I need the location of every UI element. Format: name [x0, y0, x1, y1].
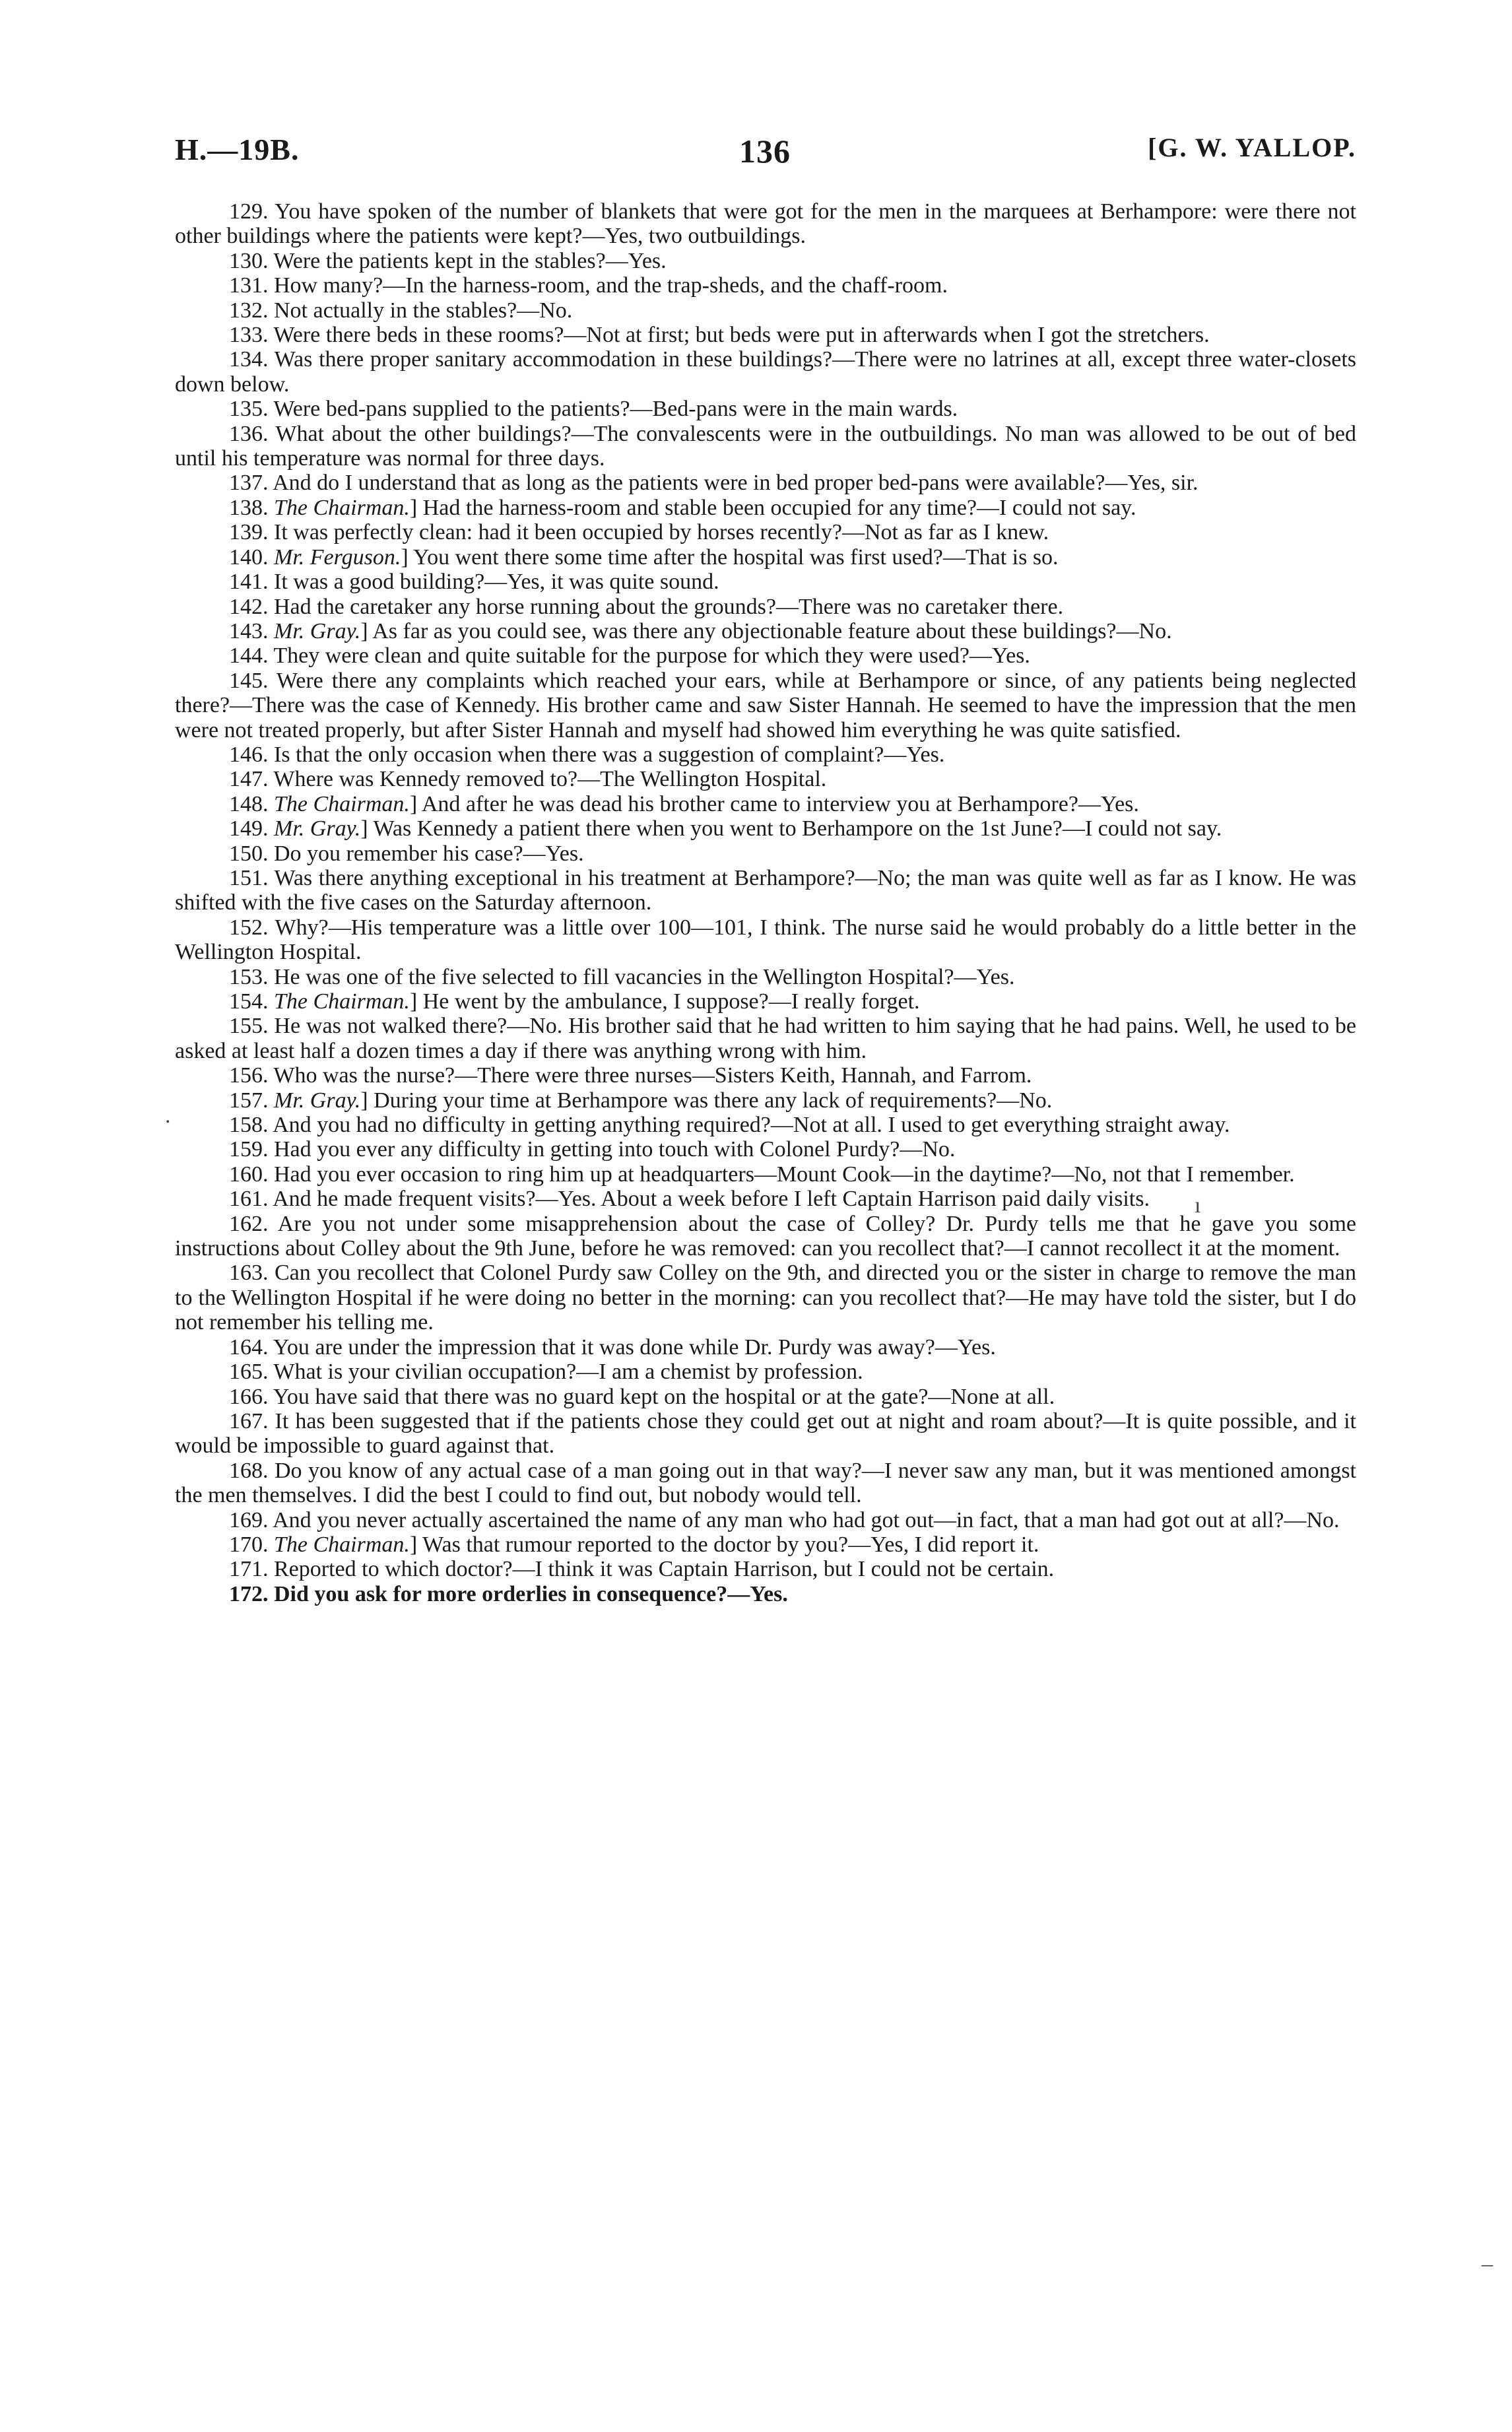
- testimony-text: ] Had the harness-room and stable been occupied for any time?—I could not say.: [409, 495, 1136, 520]
- testimony-text: 163. Can you recollect that Colonel Purdy saw Colley on the 9th, and directed you or the sister in charge to remove the man to the Wellington Hospital if he were doing no better in the morning: can you recollect that?—He may have told the sister, but I do not remember his telling me.: [175, 1261, 1356, 1335]
- testimony-text: 137. And do I understand that as long as the patients were in bed proper bed-pans were available?—Yes, sir.: [229, 471, 1199, 496]
- testimony-text: 144. They were clean and quite suitable for the purpose for which they were used?—Yes.: [229, 643, 1030, 669]
- testimony-text: 134. Was there proper sanitary accommodation in these buildings?—There were no latrines at all, except three water-closets down below.: [175, 347, 1356, 397]
- paper-reference: H.—19B.: [175, 133, 300, 166]
- testimony-text: 145. Were there any complaints which reached your ears, while at Berhampore or since, of any patients being neglected there?—There was the case of Kennedy. His brother came and saw Sister Hannah. He seemed to have the impression that the men were not treated properly, but after Sister Hannah and myself had showed him everything he was quite satisfied.: [175, 668, 1356, 742]
- testimony-text: 159. Had you ever any difficulty in getting into touch with Colonel Purdy?—No.: [229, 1137, 956, 1162]
- testimony-text: 153. He was one of the five selected to fill vacancies in the Wellington Hospital?—Yes.: [229, 964, 1015, 989]
- witness-name: [G. W. YALLOP.: [1148, 133, 1356, 162]
- testimony-text: 146. Is that the only occasion when there was a suggestion of complaint?—Yes.: [229, 742, 945, 767]
- testimony-paragraph: [175, 1532, 1356, 1557]
- testimony-text: ] You went there some time after the hospital was first used?—That is so.: [401, 544, 1059, 570]
- speaker-name: The Chairman.: [274, 1532, 410, 1557]
- testimony-text: 169. And you never actually ascertained the name of any man who had got out—in fact, that a man had got out at all?—No.: [229, 1507, 1340, 1532]
- testimony-paragraph: [175, 792, 1356, 816]
- testimony-text: 150. Do you remember his case?—Yes.: [229, 841, 584, 866]
- testimony-text: ] And after he was dead his brother came to interview you at Berhampore?—Yes.: [409, 791, 1139, 816]
- testimony-paragraph: [175, 1162, 1356, 1187]
- testimony-paragraph: [175, 643, 1356, 668]
- testimony-body: [175, 199, 1356, 1606]
- testimony-text: 139. It was perfectly clean: had it been occupied by horses recently?—Not as far as I knew.: [229, 520, 1049, 545]
- testimony-paragraph: [175, 965, 1356, 989]
- margin-mark: ı: [1195, 1193, 1201, 1218]
- testimony-paragraph: [175, 866, 1356, 915]
- testimony-paragraph: [175, 471, 1356, 495]
- speaker-name: Mr. Gray.: [274, 618, 361, 643]
- testimony-text: 136. What about the other buildings?—The convalescents were in the outbuildings. No man was allowed to be out of bed until his temperature was normal for three days.: [175, 421, 1356, 471]
- testimony-paragraph: [175, 669, 1356, 742]
- testimony-paragraph: [175, 273, 1356, 298]
- testimony-paragraph: [175, 989, 1356, 1014]
- testimony-paragraph: [175, 347, 1356, 397]
- testimony-text: 155. He was not walked there?—No. His brother said that he had written to him saying that he had pains. Well, he used to be asked at least half a dozen times a day if there was anything wrong with him.: [175, 1014, 1356, 1063]
- testimony-paragraph: [175, 1557, 1356, 1581]
- testimony-text: 160. Had you ever occasion to ring him up at headquarters—Mount Cook—in the daytime?—No, not that I remember.: [229, 1162, 1295, 1187]
- testimony-text: ] Was Kennedy a patient there when you went to Berhampore on the 1st June?—I could not say.: [360, 816, 1222, 841]
- testimony-text: 152. Why?—His temperature was a little over 100—101, I think. The nurse said he would probably do a little better in the Wellington Hospital.: [175, 915, 1356, 965]
- testimony-text: 147. Where was Kennedy removed to?—The Wellington Hospital.: [229, 767, 827, 792]
- testimony-text: 164. You are under the impression that it was done while Dr. Purdy was away?—Yes.: [229, 1334, 996, 1360]
- testimony-paragraph: [175, 1508, 1356, 1532]
- testimony-text: 171. Reported to which doctor?—I think it was Captain Harrison, but I could not be certain.: [229, 1557, 1055, 1582]
- testimony-text: 133. Were there beds in these rooms?—Not at first; but beds were put in afterwards when I got the stretchers.: [229, 323, 1210, 348]
- testimony-paragraph: [175, 1187, 1356, 1211]
- testimony-paragraph: [175, 619, 1356, 643]
- testimony-text: 158. And you had no difficulty in getting anything required?—Not at all. I used to get everything straight away.: [229, 1113, 1230, 1138]
- testimony-text: 131. How many?—In the harness-room, and the trap-sheds, and the chaff-room.: [229, 273, 948, 298]
- testimony-paragraph: [175, 1360, 1356, 1384]
- testimony-paragraph: [175, 1409, 1356, 1459]
- testimony-paragraph: [175, 1014, 1356, 1063]
- testimony-paragraph: [175, 1459, 1356, 1508]
- question-number: 149.: [229, 816, 274, 841]
- testimony-text: 141. It was a good building?—Yes, it was quite sound.: [229, 570, 719, 595]
- testimony-paragraph: [175, 496, 1356, 520]
- testimony-paragraph: [175, 1088, 1356, 1113]
- speaker-name: The Chairman.: [274, 791, 410, 816]
- testimony-text: ] He went by the ambulance, I suppose?—I really forget.: [409, 989, 920, 1014]
- testimony-paragraph: [175, 199, 1356, 249]
- testimony-paragraph: [175, 1261, 1356, 1334]
- testimony-text: 172. Did you ask for more orderlies in consequence?—Yes.: [229, 1581, 788, 1606]
- testimony-paragraph: [175, 1113, 1356, 1137]
- question-number: 154.: [229, 989, 274, 1014]
- testimony-paragraph: [175, 422, 1356, 471]
- testimony-paragraph: [175, 1582, 1356, 1606]
- testimony-paragraph: [175, 1385, 1356, 1409]
- margin-mark: .: [165, 1103, 171, 1128]
- testimony-paragraph: [175, 1335, 1356, 1360]
- testimony-text: 130. Were the patients kept in the stables?—Yes.: [229, 248, 667, 273]
- testimony-paragraph: [175, 1137, 1356, 1162]
- testimony-text: 166. You have said that there was no guard kept on the hospital or at the gate?—None at all.: [229, 1384, 1055, 1409]
- speaker-name: The Chairman.: [274, 989, 410, 1014]
- testimony-paragraph: [175, 298, 1356, 323]
- speaker-name: Mr. Gray.: [274, 816, 361, 841]
- question-number: 170.: [229, 1532, 274, 1557]
- testimony-paragraph: [175, 595, 1356, 619]
- testimony-text: 167. It has been suggested that if the patients chose they could get out at night and roam about?—It is quite possible, and it would be impossible to guard against that.: [175, 1408, 1356, 1459]
- testimony-paragraph: [175, 816, 1356, 841]
- testimony-text: 129. You have spoken of the number of blankets that were got for the men in the marquees at Berhampore: were there not other buildings where the patients were kept?—Yes, two outbuildings.: [175, 199, 1356, 249]
- testimony-text: 151. Was there anything exceptional in his treatment at Berhampore?—No; the man was quite well as far as I know. He was shifted with the five cases on the Saturday afternoon.: [175, 865, 1356, 915]
- speaker-name: Mr. Ferguson.: [274, 544, 401, 570]
- testimony-text: ] As far as you could see, was there any objectionable feature about these buildings?—No.: [360, 618, 1172, 643]
- testimony-text: ] Was that rumour reported to the doctor by you?—Yes, I did report it.: [409, 1532, 1039, 1557]
- question-number: 143.: [229, 618, 274, 643]
- margin-mark: –: [1482, 2252, 1493, 2276]
- testimony-text: 156. Who was the nurse?—There were three nurses—Sisters Keith, Hannah, and Farrom.: [229, 1063, 1032, 1088]
- testimony-paragraph: [175, 249, 1356, 273]
- testimony-text: 135. Were bed-pans supplied to the patients?—Bed-pans were in the main wards.: [229, 397, 958, 422]
- testimony-paragraph: [175, 915, 1356, 965]
- testimony-paragraph: [175, 1063, 1356, 1088]
- question-number: 148.: [229, 791, 274, 816]
- testimony-paragraph: [175, 841, 1356, 866]
- testimony-text: 162. Are you not under some misapprehension about the case of Colley? Dr. Purdy tells me that he gave you some instructions about Colley about the 9th June, before he was removed: can you recollect that?—I cannot recollect it at the moment.: [175, 1211, 1356, 1261]
- testimony-text: 165. What is your civilian occupation?—I am a chemist by profession.: [229, 1360, 863, 1385]
- testimony-text: 132. Not actually in the stables?—No.: [229, 298, 573, 323]
- question-number: 138.: [229, 495, 274, 520]
- testimony-text: ] During your time at Berhampore was there any lack of requirements?—No.: [360, 1088, 1053, 1113]
- testimony-paragraph: [175, 545, 1356, 570]
- page-header: [175, 132, 1356, 178]
- testimony-paragraph: [175, 1212, 1356, 1261]
- testimony-paragraph: [175, 742, 1356, 767]
- testimony-text: 142. Had the caretaker any horse running about the grounds?—There was no caretaker there.: [229, 594, 1064, 619]
- speaker-name: Mr. Gray.: [274, 1088, 361, 1113]
- testimony-paragraph: [175, 520, 1356, 544]
- question-number: 140.: [229, 544, 274, 570]
- speaker-name: The Chairman.: [274, 495, 410, 520]
- testimony-text: 168. Do you know of any actual case of a man going out in that way?—I never saw any man, but it was mentioned amongst the men themselves. I did the best I could to find out, but nobody would tell.: [175, 1458, 1356, 1508]
- testimony-paragraph: [175, 323, 1356, 347]
- testimony-paragraph: [175, 570, 1356, 594]
- page-number: 136: [739, 133, 791, 170]
- testimony-text: 161. And he made frequent visits?—Yes. About a week before I left Captain Harrison paid daily visits.: [229, 1187, 1150, 1212]
- testimony-paragraph: [175, 397, 1356, 421]
- testimony-paragraph: [175, 767, 1356, 791]
- question-number: 157.: [229, 1088, 274, 1113]
